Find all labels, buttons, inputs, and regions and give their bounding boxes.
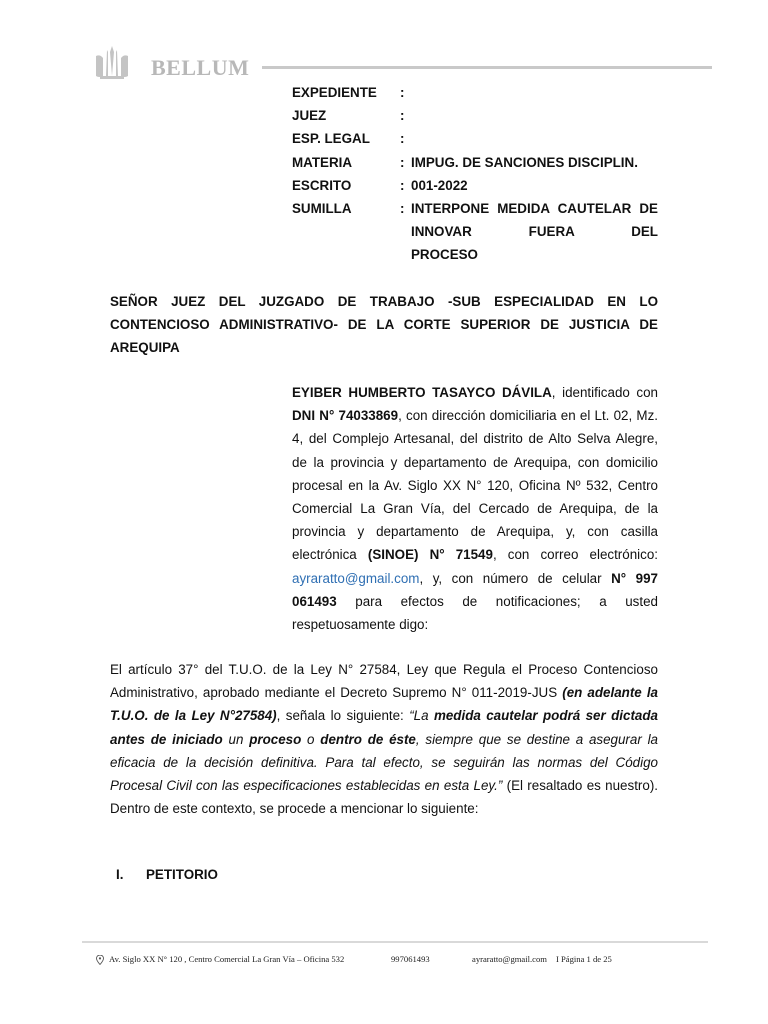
header-row-juez	[292, 107, 658, 130]
header-key: ESP. LEGAL	[292, 131, 370, 147]
section-heading	[116, 867, 218, 882]
text: (en adelante la T.U.O. de la Ley N°27584)	[110, 685, 658, 724]
sumilla-line: INTERPONE MEDIDA CAUTELAR DE INNOVAR FUERA DEL	[411, 200, 658, 240]
text: , señala lo siguiente:	[276, 708, 410, 724]
footer-page-number: I Página 1 de 25	[556, 954, 612, 964]
email-link[interactable]: ayraratto@gmail.com	[292, 570, 420, 586]
quote-text: medida cautelar podrá ser dictada antes de iniciado	[110, 708, 658, 747]
case-header	[292, 84, 658, 263]
quote-text: , siempre que se destine a asegurar la eficacia de la decisión definitiva. Para tal efecto, se seguirán las normas del Código Procesal Civil con las especificaciones establecidas en esta Ley.”	[110, 731, 658, 794]
text: (El resaltado es nuestro). Dentro de este contexto, se procede a mencionar lo siguiente:	[110, 778, 658, 817]
header-colon: :	[400, 131, 405, 147]
location-pin-icon	[96, 955, 104, 965]
header-colon: :	[400, 85, 405, 100]
header-colon: :	[400, 177, 405, 193]
header-row-esp-legal	[292, 130, 658, 153]
text: , con dirección domiciliaria en el Lt. 02, Mz. 4, del Complejo Artesanal, del distrito de Alto Selva Alegre, de la provincia y departamento de Arequipa, con domicilio procesal en la Av. Siglo XX N° 120, Oficina Nº 532, Centro Comercial La Gran Vía, del Cercado de Arequipa, de la provincia y departamento de Arequipa, y, con casilla electrónica	[292, 408, 658, 563]
text: , con correo electrónico:	[492, 547, 658, 563]
intro-paragraph	[292, 381, 658, 636]
section-title: PETITORIO	[146, 867, 218, 882]
quote-text: dentro de éste	[320, 731, 416, 747]
quote-text: o	[301, 731, 321, 747]
addressee: SEÑOR JUEZ DEL JUZGADO DE TRABAJO -SUB ESPECIALIDAD EN LO CONTENCIOSO ADMINISTRATIVO- DE LA CORTE SUPERIOR DE JUSTICIA DE AREQUIPA	[110, 294, 658, 356]
header-value: IMPUG. DE SANCIONES DISCIPLIN.	[411, 154, 638, 170]
brand-name: BELLUM	[151, 55, 250, 80]
header-colon: :	[400, 154, 405, 170]
footer-divider	[82, 941, 708, 943]
party-name: EYIBER HUMBERTO TASAYCO DÁVILA	[292, 385, 552, 400]
sumilla-value	[411, 197, 658, 267]
header-key: JUEZ	[292, 108, 327, 124]
phone-number: N° 997 061493	[292, 570, 659, 609]
header-row-sumilla	[292, 200, 658, 263]
text: El artículo 37° del T.U.O. de la Ley N° 27584, Ley que Regula el Proceso Contencioso Administrativo, aprobado mediante el Decreto Supremo N° 011-2019-JUS	[110, 662, 658, 701]
dni-number: DNI N° 74033869	[292, 408, 399, 424]
header-value: 001-2022	[411, 177, 468, 193]
text: para efectos de notificaciones; a usted respetuosamente digo:	[292, 593, 658, 633]
header-colon: :	[400, 108, 405, 124]
header-divider	[262, 66, 712, 69]
text: , identificado con	[551, 385, 658, 400]
body-paragraph	[110, 658, 658, 820]
bellum-logo-icon	[94, 46, 130, 80]
header-key: MATERIA	[292, 154, 353, 170]
quote-text: un	[222, 731, 250, 747]
footer-address: Av. Siglo XX N° 120 , Centro Comercial La Gran Vía – Oficina 532	[109, 954, 345, 964]
quote-text: proceso	[249, 731, 302, 747]
quote-text: “La	[409, 708, 434, 724]
header-row-expediente	[292, 84, 658, 107]
footer-email[interactable]: ayraratto@gmail.com	[472, 954, 547, 964]
header-key: ESCRITO	[292, 177, 352, 193]
header-row-materia	[292, 154, 658, 177]
header-key: SUMILLA	[292, 200, 352, 216]
section-number: I.	[116, 867, 124, 882]
sumilla-line: PROCESO	[411, 247, 478, 263]
header-key: EXPEDIENTE	[292, 85, 377, 100]
text: , y, con número de celular	[419, 570, 612, 586]
sinoe-number: (SINOE) N° 71549	[367, 547, 493, 563]
footer-phone: 997061493	[391, 954, 430, 964]
header-colon: :	[400, 200, 405, 216]
